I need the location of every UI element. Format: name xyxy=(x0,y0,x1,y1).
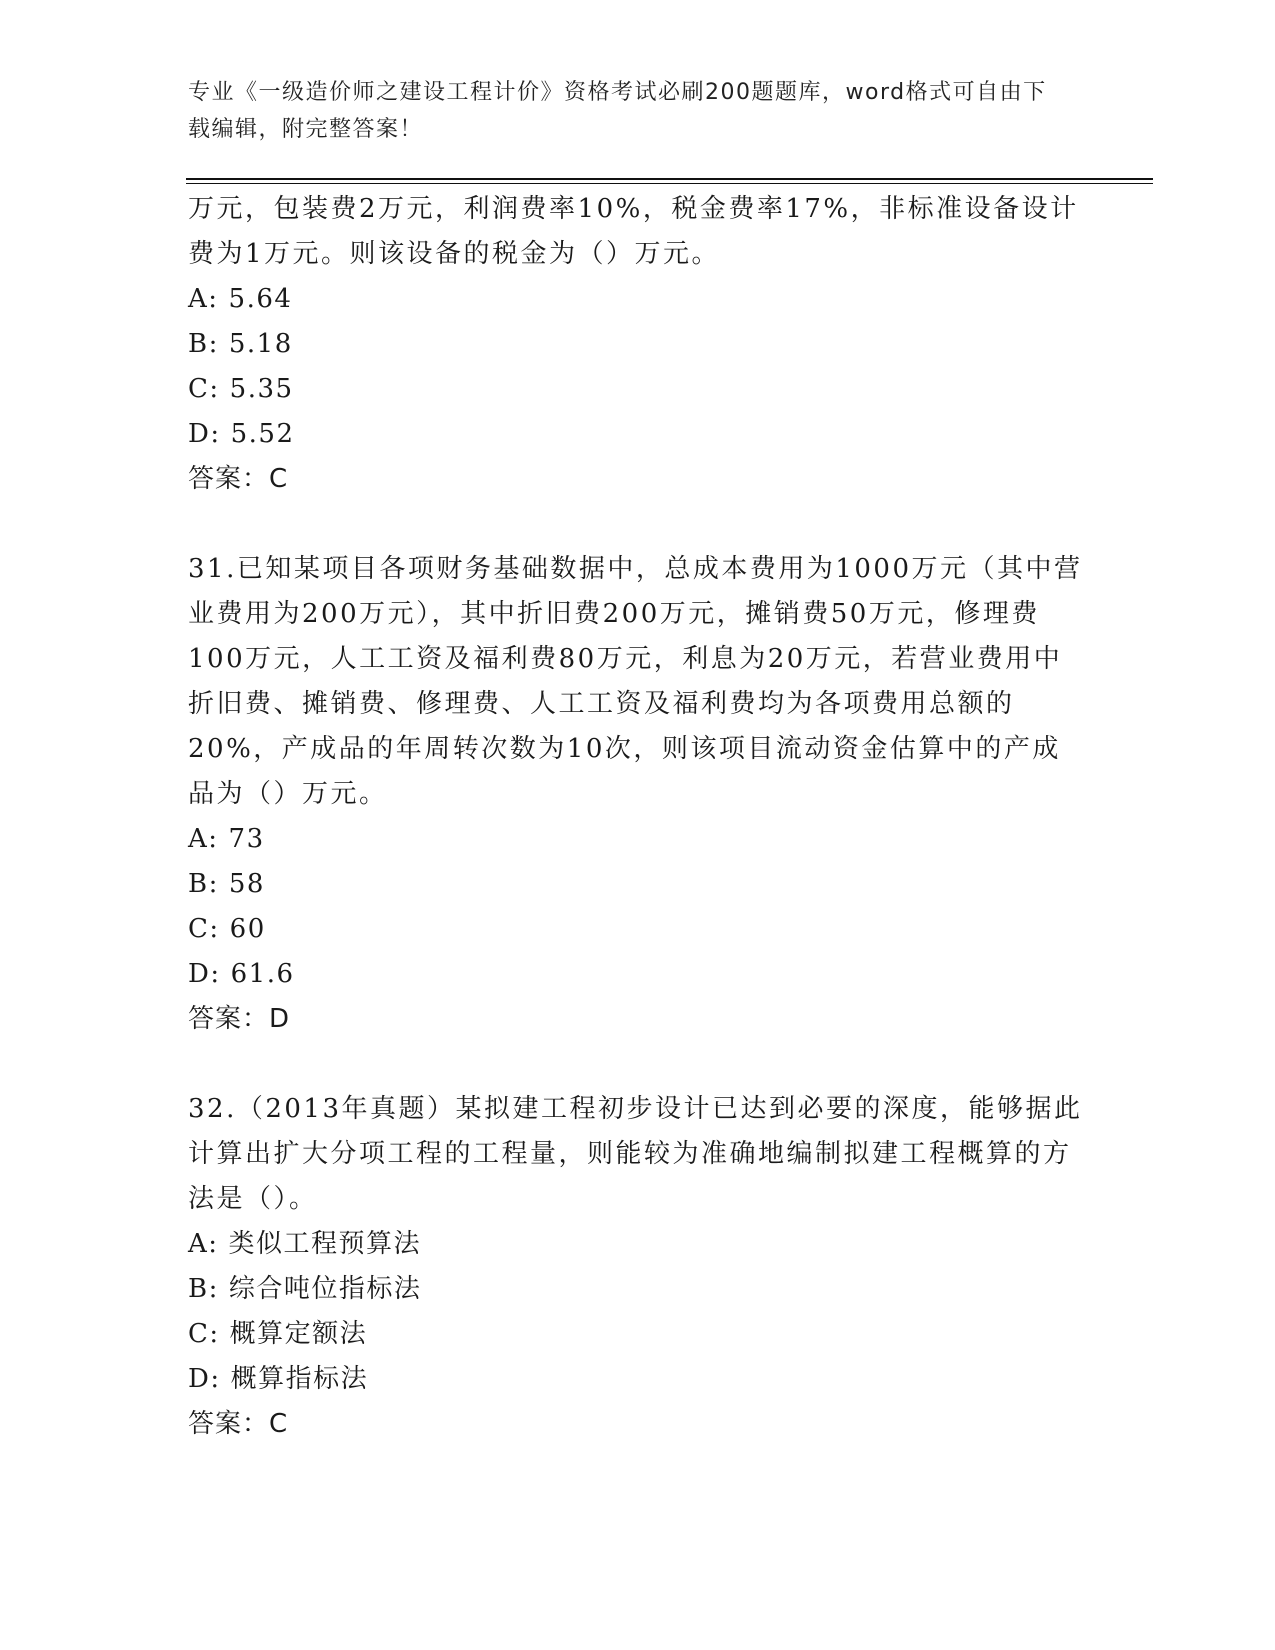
option-text: 61.6 xyxy=(230,959,295,989)
question-text: 31.已知某项目各项财务基础数据中，总成本费用为1000万元（其中营业费用为200万元），其中折旧费200万元，摊销费50万元，修理费100万元，人工工资及福利费80万元，利息为20万元，若营业费用中折旧费、摊销费、修理费、人工工资及福利费均为各项费用总额的20%，产成品的年周转次数为10次，则该项目流动资金估算中的产成品为（）万元。 xyxy=(188,554,1083,809)
header-rule-thick xyxy=(186,178,1153,180)
option-text: 概算指标法 xyxy=(230,1364,369,1394)
answer-line: 答案：D xyxy=(188,1004,291,1034)
option-text: 5.18 xyxy=(228,329,293,359)
option-text: 73 xyxy=(228,824,265,854)
option-letter: D: xyxy=(188,959,221,989)
option-c xyxy=(188,367,1088,412)
option-a xyxy=(188,277,1088,322)
option-letter: C: xyxy=(188,1319,220,1349)
question-text: 32.（2013年真题）某拟建工程初步设计已达到必要的深度，能够据此计算出扩大分项工程的工程量，则能较为准确地编制拟建工程概算的方法是（）。 xyxy=(188,1094,1083,1214)
option-letter: A: xyxy=(188,1229,219,1259)
option-text: 类似工程预算法 xyxy=(228,1229,422,1259)
option-a xyxy=(188,1222,1088,1267)
option-letter: B: xyxy=(188,329,219,359)
option-d xyxy=(188,952,1088,997)
option-text: 综合吨位指标法 xyxy=(228,1274,422,1304)
question-list xyxy=(188,187,1088,1446)
answer-line: 答案：C xyxy=(188,464,289,494)
option-b xyxy=(188,1267,1088,1312)
option-text: 5.35 xyxy=(229,374,294,404)
option-text: 58 xyxy=(228,869,265,899)
option-text: 60 xyxy=(229,914,266,944)
option-d xyxy=(188,1357,1088,1402)
header-rule-thin xyxy=(186,183,1153,184)
option-c xyxy=(188,1312,1088,1357)
option-letter: D: xyxy=(188,419,221,449)
option-b xyxy=(188,322,1088,367)
option-text: 5.64 xyxy=(228,284,293,314)
option-letter: A: xyxy=(188,284,219,314)
spacer xyxy=(188,1041,1088,1087)
option-text: 概算定额法 xyxy=(229,1319,368,1349)
option-text: 5.52 xyxy=(230,419,295,449)
option-letter: B: xyxy=(188,869,219,899)
option-c xyxy=(188,907,1088,952)
option-a xyxy=(188,817,1088,862)
spacer xyxy=(188,501,1088,547)
question-item xyxy=(188,1087,1088,1446)
option-letter: C: xyxy=(188,914,220,944)
option-letter: C: xyxy=(188,374,220,404)
question-item xyxy=(188,187,1088,501)
question-item xyxy=(188,547,1088,1041)
option-b xyxy=(188,862,1088,907)
option-letter: D: xyxy=(188,1364,221,1394)
question-text: 万元，包装费2万元，利润费率10%，税金费率17%，非标准设备设计费为1万元。则该设备的税金为（）万元。 xyxy=(188,194,1079,269)
document-header: 专业《一级造价师之建设工程计价》资格考试必刷200题题库，word格式可自由下载编辑，附完整答案！ xyxy=(188,80,1047,142)
option-d xyxy=(188,412,1088,457)
answer-line: 答案：C xyxy=(188,1409,289,1439)
option-letter: A: xyxy=(188,824,219,854)
option-letter: B: xyxy=(188,1274,219,1304)
